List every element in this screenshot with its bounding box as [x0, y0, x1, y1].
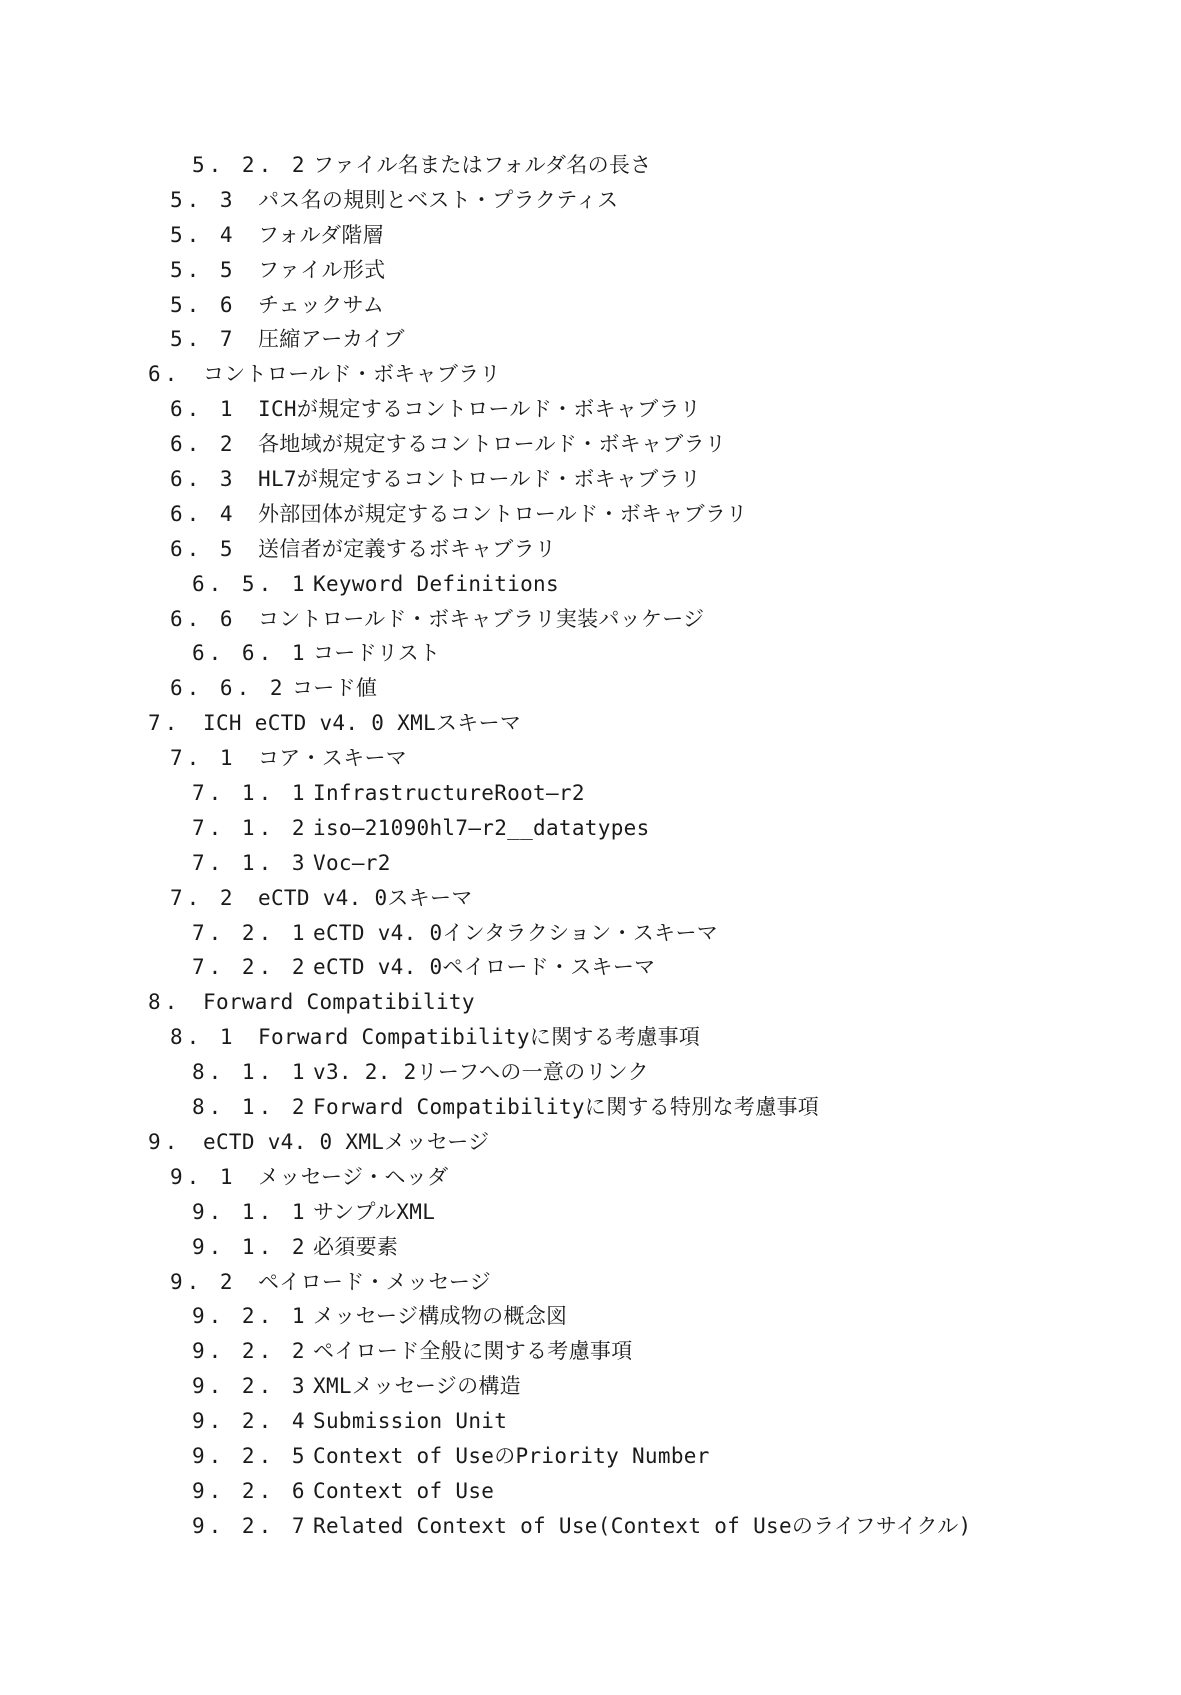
toc-entry[interactable] — [0, 462, 1181, 497]
toc-entry[interactable] — [0, 322, 1181, 357]
toc-entry[interactable] — [0, 1090, 1181, 1125]
toc-entry-number: 8. 1 — [170, 1025, 237, 1050]
toc-entry-number: 8. 1. 1 — [192, 1060, 309, 1085]
toc-entry-title: InfrastructureRoot—r2 — [313, 781, 585, 806]
toc-entry[interactable] — [0, 1125, 1181, 1160]
toc-entry[interactable] — [0, 1230, 1181, 1265]
toc-entry[interactable] — [0, 1195, 1181, 1230]
toc-entry-number: 7. — [148, 711, 182, 736]
toc-entry[interactable] — [0, 567, 1181, 602]
toc-entry-number: 6. 1 — [170, 397, 237, 422]
toc-entry-number: 5. 6 — [170, 292, 237, 317]
toc-entry-title: メッセージ構成物の概念図 — [313, 1304, 568, 1329]
toc-entry-title: Submission Unit — [313, 1409, 508, 1434]
toc-entry-title: Context of UseのPriority Number — [313, 1443, 710, 1468]
toc-entry-title: 送信者が定義するボキャブラリ — [258, 536, 557, 561]
toc-entry-title: サンプルXML — [313, 1199, 436, 1224]
toc-entry[interactable] — [0, 602, 1181, 637]
toc-entry-title: Voc—r2 — [313, 850, 391, 875]
toc-entry[interactable] — [0, 288, 1181, 323]
toc-entry-title: eCTD v4. 0スキーマ — [258, 885, 473, 910]
toc-entry[interactable] — [0, 636, 1181, 671]
toc-entry-number: 6. 5. 1 — [192, 571, 309, 596]
toc-entry-title: Forward Compatibilityに関する特別な考慮事項 — [313, 1095, 820, 1120]
toc-entry-number: 6. 3 — [170, 467, 237, 492]
toc-entry-number: 9. 1. 1 — [192, 1199, 309, 1224]
toc-entry-number: 7. 2. 2 — [192, 955, 309, 980]
toc-entry-number: 6. 5 — [170, 536, 237, 561]
toc-entry-number: 6. 6. 1 — [192, 641, 309, 666]
toc-entry[interactable] — [0, 881, 1181, 916]
toc-entry-title: 各地域が規定するコントロールド・ボキャブラリ — [258, 432, 727, 457]
toc-entry-title: Forward Compatibility — [203, 990, 475, 1015]
toc-entry-title: メッセージ・ヘッダ — [258, 1164, 449, 1189]
toc-entry-title: Related Context of Use(Context of Useのライフサイクル) — [313, 1513, 972, 1538]
toc-entry[interactable] — [0, 776, 1181, 811]
toc-entry[interactable] — [0, 846, 1181, 881]
toc-entry-number: 6. 6. 2 — [170, 676, 287, 701]
toc-entry-number: 9. 1 — [170, 1164, 237, 1189]
toc-entry-title: eCTD v4. 0インタラクション・スキーマ — [313, 920, 719, 945]
toc-entry-title: チェックサム — [258, 292, 385, 317]
toc-entry-number: 9. 2. 3 — [192, 1374, 309, 1399]
toc-entry-title: パス名の規則とベスト・プラクティス — [258, 187, 619, 212]
toc-entry[interactable] — [0, 1404, 1181, 1439]
toc-entry-title: ペイロード・メッセージ — [258, 1269, 492, 1294]
toc-entry-number: 7. 1. 3 — [192, 850, 309, 875]
toc-entry-title: ICHが規定するコントロールド・ボキャブラリ — [258, 397, 702, 422]
toc-entry-title: iso—21090hl7—r2__datatypes — [313, 815, 650, 840]
toc-entry[interactable] — [0, 392, 1181, 427]
toc-entry-title: Keyword Definitions — [313, 571, 559, 596]
toc-entry-title: HL7が規定するコントロールド・ボキャブラリ — [258, 467, 702, 492]
toc-entry-number: 6. — [148, 362, 182, 387]
table-of-contents — [0, 148, 1181, 1544]
toc-entry-number: 9. 2 — [170, 1269, 237, 1294]
toc-entry[interactable] — [0, 741, 1181, 776]
toc-entry[interactable] — [0, 1020, 1181, 1055]
toc-entry[interactable] — [0, 1299, 1181, 1334]
toc-entry-title: eCTD v4. 0 XMLメッセージ — [203, 1129, 490, 1154]
toc-entry[interactable] — [0, 1334, 1181, 1369]
toc-entry-title: 必須要素 — [313, 1234, 399, 1259]
toc-entry-title: ペイロード全般に関する考慮事項 — [313, 1339, 633, 1364]
toc-entry-number: 7. 1. 1 — [192, 781, 309, 806]
toc-entry[interactable] — [0, 916, 1181, 951]
toc-entry-title: Context of Use — [313, 1478, 495, 1503]
toc-entry-title: Forward Compatibilityに関する考慮事項 — [258, 1025, 701, 1050]
toc-entry-number: 5. 4 — [170, 222, 237, 247]
toc-entry-title: v3. 2. 2リーフへの一意のリンク — [313, 1060, 649, 1085]
toc-entry-number: 9. 2. 7 — [192, 1513, 309, 1538]
toc-entry-number: 9. 2. 6 — [192, 1478, 309, 1503]
toc-entry[interactable] — [0, 357, 1181, 392]
toc-entry[interactable] — [0, 1439, 1181, 1474]
toc-entry[interactable] — [0, 148, 1181, 183]
toc-entry-title: コントロールド・ボキャブラリ — [203, 362, 501, 387]
toc-entry-number: 9. 2. 5 — [192, 1443, 309, 1468]
toc-entry[interactable] — [0, 1265, 1181, 1300]
toc-entry-number: 5. 2. 2 — [192, 153, 309, 177]
toc-entry[interactable] — [0, 218, 1181, 253]
toc-entry-number: 5. 7 — [170, 327, 237, 352]
toc-entry-number: 6. 4 — [170, 501, 237, 526]
toc-entry[interactable] — [0, 950, 1181, 985]
toc-entry-title: XMLメッセージの構造 — [313, 1374, 521, 1399]
toc-entry-title: ファイル形式 — [258, 257, 386, 282]
toc-entry-number: 9. 2. 2 — [192, 1339, 309, 1364]
toc-entry-title: コードリスト — [313, 641, 441, 666]
toc-entry[interactable] — [0, 811, 1181, 846]
toc-entry-title: コード値 — [292, 676, 378, 701]
toc-entry-title: ICH eCTD v4. 0 XMLスキーマ — [203, 711, 522, 736]
toc-entry[interactable] — [0, 671, 1181, 706]
toc-entry-number: 6. 6 — [170, 606, 237, 631]
toc-entry[interactable] — [0, 1055, 1181, 1090]
toc-entry-number: 7. 1 — [170, 746, 237, 771]
toc-entry[interactable] — [0, 253, 1181, 288]
toc-entry[interactable] — [0, 706, 1181, 741]
toc-entry-number: 9. 1. 2 — [192, 1234, 309, 1259]
toc-entry-title: ファイル名またはフォルダ名の長さ — [313, 153, 652, 177]
toc-entry[interactable] — [0, 427, 1181, 462]
toc-entry-title: 外部団体が規定するコントロールド・ボキャブラリ — [258, 501, 748, 526]
toc-entry-number: 6. 2 — [170, 432, 237, 457]
toc-entry[interactable] — [0, 532, 1181, 567]
toc-entry-number: 5. 3 — [170, 187, 237, 212]
toc-entry-title: 圧縮アーカイブ — [258, 327, 405, 352]
toc-entry-title: コア・スキーマ — [258, 746, 408, 771]
toc-entry[interactable] — [0, 1474, 1181, 1509]
toc-entry-number: 9. — [148, 1129, 182, 1154]
toc-entry-number: 7. 1. 2 — [192, 815, 309, 840]
toc-entry-number: 7. 2 — [170, 885, 237, 910]
toc-entry-title: フォルダ階層 — [258, 222, 384, 247]
toc-entry[interactable] — [0, 497, 1181, 532]
toc-entry-number: 8. 1. 2 — [192, 1095, 309, 1120]
toc-entry-number: 9. 2. 4 — [192, 1409, 309, 1434]
toc-entry-number: 9. 2. 1 — [192, 1304, 309, 1329]
toc-entry-number: 7. 2. 1 — [192, 920, 309, 945]
toc-entry[interactable] — [0, 985, 1181, 1020]
toc-entry-number: 8. — [148, 990, 182, 1015]
toc-entry[interactable] — [0, 1509, 1181, 1544]
toc-entry[interactable] — [0, 1160, 1181, 1195]
toc-entry-number: 5. 5 — [170, 257, 237, 282]
toc-entry-title: eCTD v4. 0ペイロード・スキーマ — [313, 955, 656, 980]
toc-entry-title: コントロールド・ボキャブラリ実装パッケージ — [258, 606, 705, 631]
toc-entry[interactable] — [0, 183, 1181, 218]
toc-entry[interactable] — [0, 1369, 1181, 1404]
